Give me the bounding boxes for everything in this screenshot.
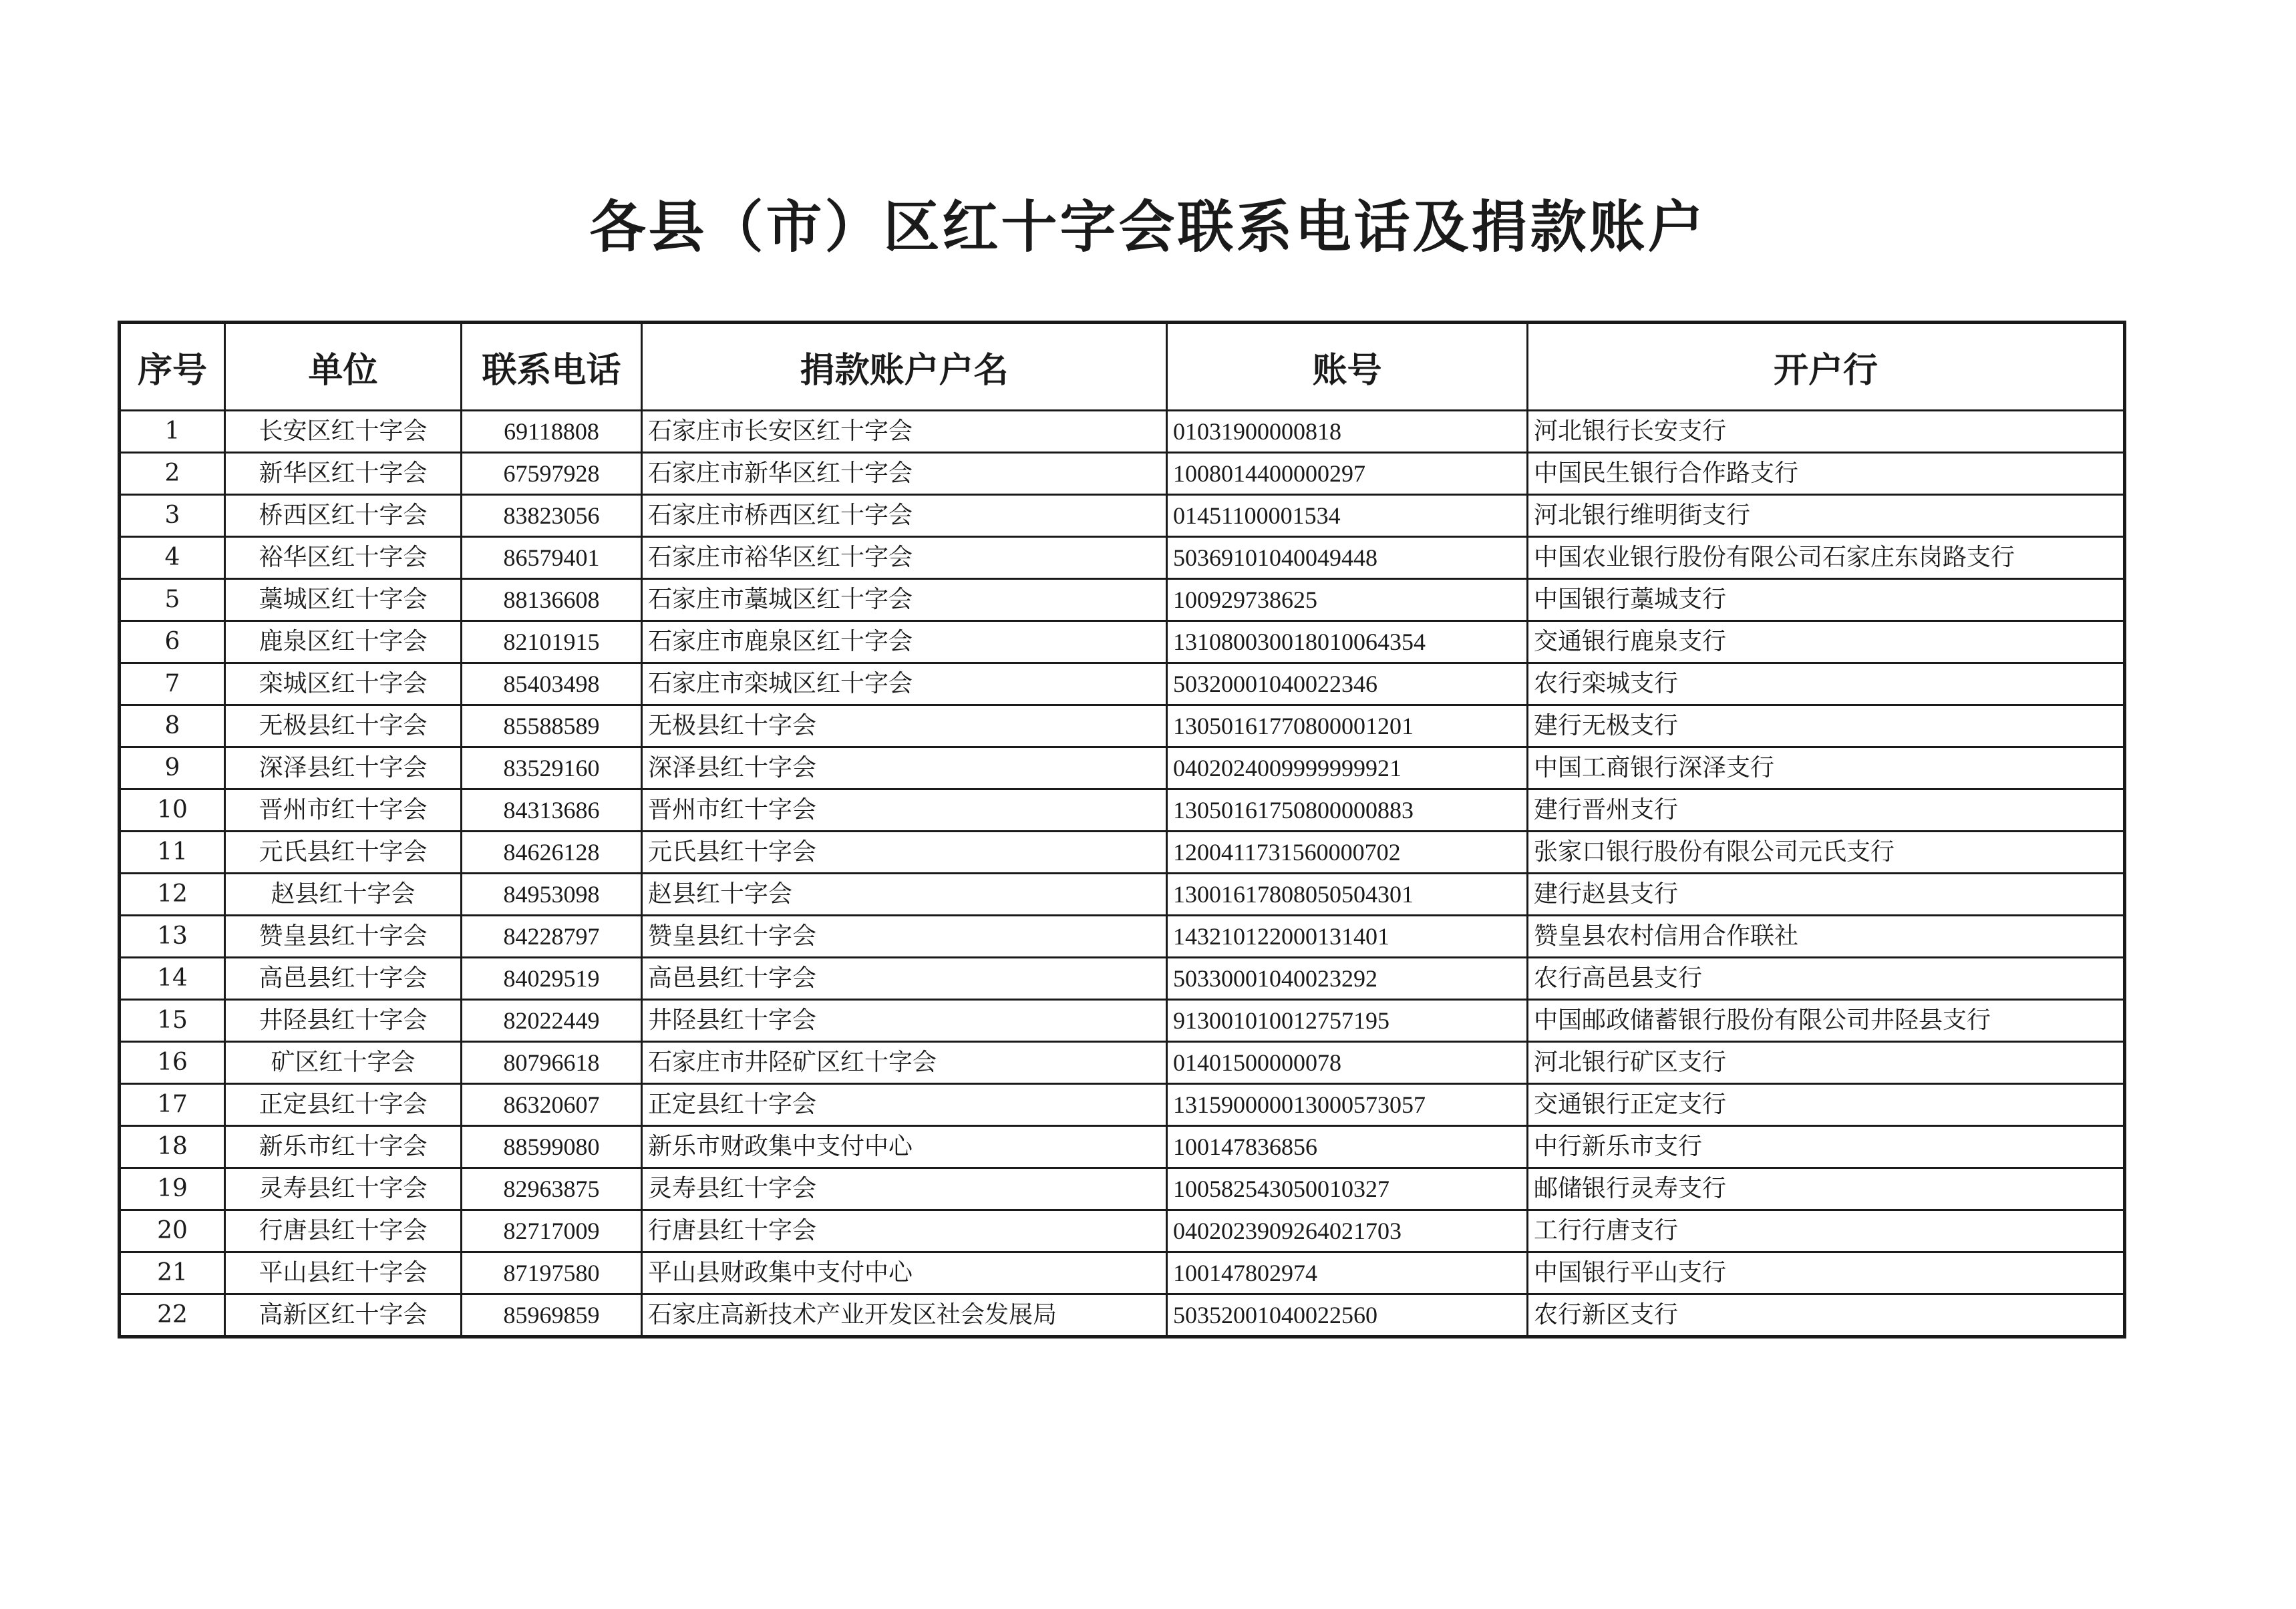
cell-unit: 藁城区红十字会 <box>225 579 462 621</box>
cell-account-name: 新乐市财政集中支付中心 <box>642 1126 1167 1168</box>
cell-bank: 中国银行藁城支行 <box>1528 579 2125 621</box>
cell-unit: 长安区红十字会 <box>225 411 462 453</box>
cell-unit: 深泽县红十字会 <box>225 747 462 789</box>
cell-unit: 高新区红十字会 <box>225 1294 462 1337</box>
table-row <box>120 1084 2125 1126</box>
cell-index: 5 <box>120 579 225 621</box>
cell-unit: 正定县红十字会 <box>225 1084 462 1126</box>
cell-phone: 80796618 <box>462 1042 642 1084</box>
cell-bank: 建行晋州支行 <box>1528 789 2125 832</box>
cell-account-number: 0402023909264021703 <box>1167 1210 1528 1252</box>
cell-account-name: 石家庄高新技术产业开发区社会发展局 <box>642 1294 1167 1337</box>
table-row <box>120 747 2125 789</box>
cell-unit: 行唐县红十字会 <box>225 1210 462 1252</box>
cell-unit: 鹿泉区红十字会 <box>225 621 462 663</box>
cell-account-name: 高邑县红十字会 <box>642 958 1167 1000</box>
header-unit: 单位 <box>225 323 462 411</box>
cell-unit: 赞皇县红十字会 <box>225 916 462 958</box>
cell-bank: 农行高邑县支行 <box>1528 958 2125 1000</box>
cell-account-name: 赵县红十字会 <box>642 874 1167 916</box>
cell-unit: 井陉县红十字会 <box>225 1000 462 1042</box>
cell-phone: 83529160 <box>462 747 642 789</box>
cell-index: 22 <box>120 1294 225 1337</box>
cell-phone: 69118808 <box>462 411 642 453</box>
donation-account-table <box>118 321 2126 1338</box>
cell-phone: 88599080 <box>462 1126 642 1168</box>
cell-phone: 84313686 <box>462 789 642 832</box>
cell-account-number: 143210122000131401 <box>1167 916 1528 958</box>
table-header-row <box>120 323 2125 411</box>
table-row <box>120 958 2125 1000</box>
cell-phone: 85588589 <box>462 705 642 747</box>
cell-account-name: 石家庄市鹿泉区红十字会 <box>642 621 1167 663</box>
table-row <box>120 411 2125 453</box>
cell-account-number: 131590000013000573057 <box>1167 1084 1528 1126</box>
table-row <box>120 1042 2125 1084</box>
cell-index: 4 <box>120 537 225 579</box>
cell-account-name: 行唐县红十字会 <box>642 1210 1167 1252</box>
cell-phone: 82963875 <box>462 1168 642 1210</box>
cell-account-name: 赞皇县红十字会 <box>642 916 1167 958</box>
table-body <box>120 411 2125 1337</box>
cell-phone: 84029519 <box>462 958 642 1000</box>
cell-bank: 邮储银行灵寿支行 <box>1528 1168 2125 1210</box>
cell-account-number: 913001010012757195 <box>1167 1000 1528 1042</box>
cell-account-name: 晋州市红十字会 <box>642 789 1167 832</box>
cell-index: 1 <box>120 411 225 453</box>
cell-account-number: 50369101040049448 <box>1167 537 1528 579</box>
cell-phone: 84228797 <box>462 916 642 958</box>
cell-bank: 工行行唐支行 <box>1528 1210 2125 1252</box>
cell-bank: 农行栾城支行 <box>1528 663 2125 705</box>
cell-index: 9 <box>120 747 225 789</box>
cell-index: 16 <box>120 1042 225 1084</box>
cell-account-number: 13001617808050504301 <box>1167 874 1528 916</box>
cell-account-name: 灵寿县红十字会 <box>642 1168 1167 1210</box>
cell-phone: 85969859 <box>462 1294 642 1337</box>
cell-unit: 新乐市红十字会 <box>225 1126 462 1168</box>
cell-unit: 平山县红十字会 <box>225 1252 462 1294</box>
cell-bank: 建行无极支行 <box>1528 705 2125 747</box>
table-row <box>120 1000 2125 1042</box>
cell-bank: 建行赵县支行 <box>1528 874 2125 916</box>
cell-phone: 83823056 <box>462 495 642 537</box>
cell-phone: 84953098 <box>462 874 642 916</box>
cell-unit: 高邑县红十字会 <box>225 958 462 1000</box>
cell-unit: 晋州市红十字会 <box>225 789 462 832</box>
cell-unit: 桥西区红十字会 <box>225 495 462 537</box>
cell-phone: 87197580 <box>462 1252 642 1294</box>
cell-account-number: 01401500000078 <box>1167 1042 1528 1084</box>
cell-account-name: 深泽县红十字会 <box>642 747 1167 789</box>
table-row <box>120 916 2125 958</box>
cell-phone: 85403498 <box>462 663 642 705</box>
cell-account-name: 石家庄市桥西区红十字会 <box>642 495 1167 537</box>
cell-account-number: 01451100001534 <box>1167 495 1528 537</box>
cell-bank: 农行新区支行 <box>1528 1294 2125 1337</box>
cell-account-name: 石家庄市藁城区红十字会 <box>642 579 1167 621</box>
cell-account-number: 13050161770800001201 <box>1167 705 1528 747</box>
cell-index: 18 <box>120 1126 225 1168</box>
cell-unit: 栾城区红十字会 <box>225 663 462 705</box>
table-row <box>120 832 2125 874</box>
cell-bank: 中行新乐市支行 <box>1528 1126 2125 1168</box>
cell-unit: 新华区红十字会 <box>225 453 462 495</box>
cell-unit: 元氏县红十字会 <box>225 832 462 874</box>
cell-account-number: 1008014400000297 <box>1167 453 1528 495</box>
cell-index: 21 <box>120 1252 225 1294</box>
cell-index: 7 <box>120 663 225 705</box>
cell-bank: 交通银行正定支行 <box>1528 1084 2125 1126</box>
cell-phone: 67597928 <box>462 453 642 495</box>
cell-account-number: 131080030018010064354 <box>1167 621 1528 663</box>
cell-account-name: 平山县财政集中支付中心 <box>642 1252 1167 1294</box>
cell-account-number: 50330001040023292 <box>1167 958 1528 1000</box>
table-row <box>120 1126 2125 1168</box>
cell-account-name: 石家庄市新华区红十字会 <box>642 453 1167 495</box>
cell-account-name: 石家庄市栾城区红十字会 <box>642 663 1167 705</box>
cell-account-number: 50320001040022346 <box>1167 663 1528 705</box>
cell-bank: 张家口银行股份有限公司元氏支行 <box>1528 832 2125 874</box>
table-row <box>120 537 2125 579</box>
cell-phone: 86579401 <box>462 537 642 579</box>
table-row <box>120 579 2125 621</box>
cell-index: 17 <box>120 1084 225 1126</box>
table-row <box>120 1294 2125 1337</box>
cell-phone: 82101915 <box>462 621 642 663</box>
table-row <box>120 495 2125 537</box>
cell-unit: 裕华区红十字会 <box>225 537 462 579</box>
cell-account-name: 石家庄市长安区红十字会 <box>642 411 1167 453</box>
cell-account-name: 元氏县红十字会 <box>642 832 1167 874</box>
cell-bank: 交通银行鹿泉支行 <box>1528 621 2125 663</box>
cell-account-name: 井陉县红十字会 <box>642 1000 1167 1042</box>
cell-index: 20 <box>120 1210 225 1252</box>
header-phone: 联系电话 <box>462 323 642 411</box>
page-title: 各县（市）区红十字会联系电话及捐款账户 <box>589 194 1707 260</box>
header-bank: 开户行 <box>1528 323 2125 411</box>
cell-phone: 88136608 <box>462 579 642 621</box>
header-index: 序号 <box>120 323 225 411</box>
cell-index: 15 <box>120 1000 225 1042</box>
cell-bank: 中国民生银行合作路支行 <box>1528 453 2125 495</box>
table-row <box>120 705 2125 747</box>
cell-phone: 84626128 <box>462 832 642 874</box>
table-row <box>120 874 2125 916</box>
header-account-number: 账号 <box>1167 323 1528 411</box>
cell-account-number: 01031900000818 <box>1167 411 1528 453</box>
table-row <box>120 1210 2125 1252</box>
table-row <box>120 621 2125 663</box>
cell-index: 11 <box>120 832 225 874</box>
cell-unit: 无极县红十字会 <box>225 705 462 747</box>
cell-index: 8 <box>120 705 225 747</box>
cell-index: 10 <box>120 789 225 832</box>
cell-bank: 河北银行维明街支行 <box>1528 495 2125 537</box>
cell-bank: 河北银行长安支行 <box>1528 411 2125 453</box>
table-row <box>120 1252 2125 1294</box>
cell-bank: 中国农业银行股份有限公司石家庄东岗路支行 <box>1528 537 2125 579</box>
table-row <box>120 789 2125 832</box>
cell-phone: 82022449 <box>462 1000 642 1042</box>
cell-index: 14 <box>120 958 225 1000</box>
header-account-name: 捐款账户户名 <box>642 323 1167 411</box>
table-row <box>120 1168 2125 1210</box>
table-row <box>120 453 2125 495</box>
cell-account-name: 正定县红十字会 <box>642 1084 1167 1126</box>
cell-bank: 中国邮政储蓄银行股份有限公司井陉县支行 <box>1528 1000 2125 1042</box>
cell-unit: 矿区红十字会 <box>225 1042 462 1084</box>
cell-index: 3 <box>120 495 225 537</box>
cell-account-name: 无极县红十字会 <box>642 705 1167 747</box>
cell-account-number: 13050161750800000883 <box>1167 789 1528 832</box>
cell-account-number: 100929738625 <box>1167 579 1528 621</box>
cell-unit: 赵县红十字会 <box>225 874 462 916</box>
cell-bank: 赞皇县农村信用合作联社 <box>1528 916 2125 958</box>
cell-bank: 河北银行矿区支行 <box>1528 1042 2125 1084</box>
cell-account-name: 石家庄市裕华区红十字会 <box>642 537 1167 579</box>
cell-account-number: 100147802974 <box>1167 1252 1528 1294</box>
table-row <box>120 663 2125 705</box>
cell-index: 12 <box>120 874 225 916</box>
cell-unit: 灵寿县红十字会 <box>225 1168 462 1210</box>
cell-account-number: 100147836856 <box>1167 1126 1528 1168</box>
cell-index: 13 <box>120 916 225 958</box>
cell-index: 2 <box>120 453 225 495</box>
cell-index: 6 <box>120 621 225 663</box>
cell-account-number: 1200411731560000702 <box>1167 832 1528 874</box>
cell-bank: 中国银行平山支行 <box>1528 1252 2125 1294</box>
cell-account-number: 100582543050010327 <box>1167 1168 1528 1210</box>
cell-bank: 中国工商银行深泽支行 <box>1528 747 2125 789</box>
cell-phone: 82717009 <box>462 1210 642 1252</box>
cell-account-name: 石家庄市井陉矿区红十字会 <box>642 1042 1167 1084</box>
cell-account-number: 0402024009999999921 <box>1167 747 1528 789</box>
cell-index: 19 <box>120 1168 225 1210</box>
cell-phone: 86320607 <box>462 1084 642 1126</box>
cell-account-number: 50352001040022560 <box>1167 1294 1528 1337</box>
